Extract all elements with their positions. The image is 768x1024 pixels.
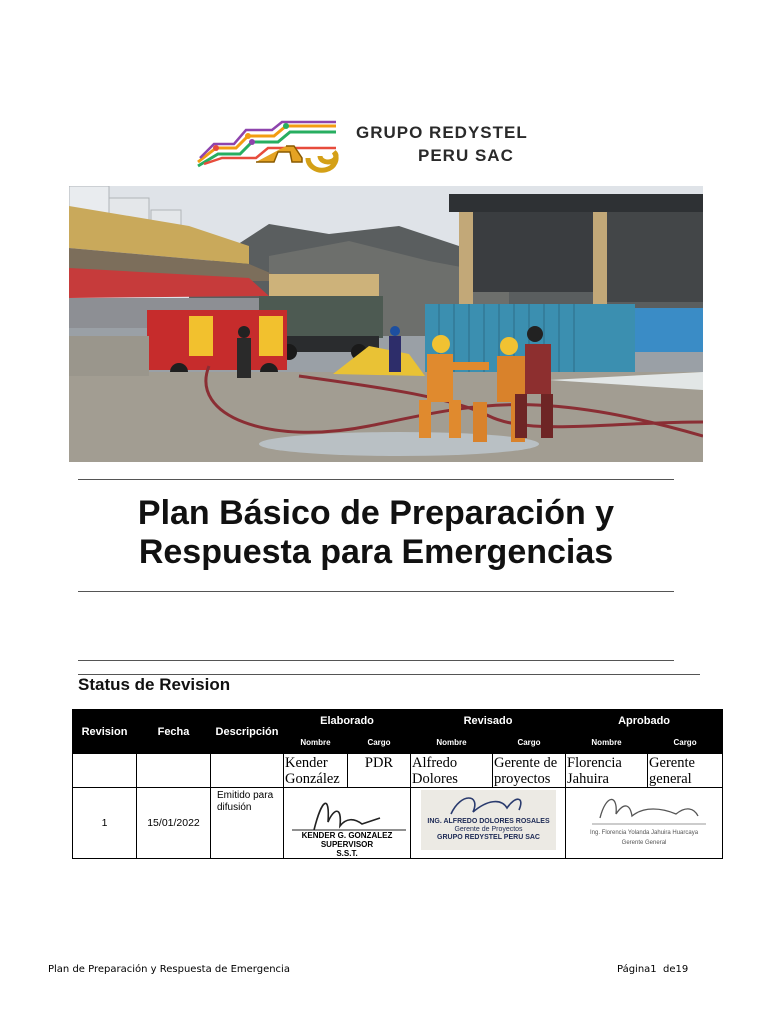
status-heading: Status de Revision	[78, 675, 231, 694]
header-fecha: Fecha	[137, 710, 211, 754]
status-divider-1	[78, 660, 674, 661]
row-descripcion: Emitido para difusión	[211, 788, 284, 859]
document-title	[78, 494, 674, 572]
people-row	[73, 754, 723, 788]
elaborado-signature-cell	[284, 788, 411, 859]
aprobado-stamp-role: Gerente General	[621, 840, 667, 846]
header-revision: Revision	[73, 710, 137, 754]
header-elaborado: Elaborado	[284, 710, 411, 732]
title-line-1: Plan Básico de Preparación y	[137, 494, 615, 532]
revision-table	[72, 709, 723, 859]
row-revision: 1	[73, 788, 137, 859]
aprobado-signature	[566, 788, 722, 858]
revisado-signature-cell	[411, 788, 566, 859]
aprobado-signature-cell	[566, 788, 723, 859]
revisado-stamp-name: ING. ALFREDO DOLORES ROSALES	[427, 818, 550, 825]
subheader-cargo: Cargo	[348, 732, 411, 754]
header-descripcion: Descripción	[211, 710, 284, 754]
table-row	[73, 788, 723, 859]
elaborado-stamp-name: KENDER G. GONZALEZ	[301, 831, 393, 840]
cover-photo	[69, 186, 703, 462]
revisado-signature	[411, 788, 565, 858]
elaborado-signature	[284, 788, 410, 858]
elaborado-stamp-role: SUPERVISOR	[320, 840, 374, 849]
title-top-divider	[78, 479, 674, 480]
subheader-nombre: Nombre	[566, 732, 648, 754]
subheader-cargo: Cargo	[493, 732, 566, 754]
footer-page-number: Página1 de19	[617, 964, 689, 975]
subheader-nombre: Nombre	[284, 732, 348, 754]
header-aprobado: Aprobado	[566, 710, 723, 732]
elaborado-nombre: Kender González	[284, 754, 348, 788]
company-logo	[196, 118, 596, 174]
footer-document-name: Plan de Preparación y Respuesta de Emergencia	[48, 964, 290, 975]
logo-company-name: GRUPO REDYSTEL	[356, 123, 528, 142]
empty-cell	[211, 754, 284, 788]
revisado-cargo: Gerente de proyectos	[493, 754, 566, 788]
subheader-cargo: Cargo	[648, 732, 723, 754]
subheader-nombre: Nombre	[411, 732, 493, 754]
header-revisado: Revisado	[411, 710, 566, 732]
logo-mark-icon	[196, 118, 346, 174]
aprobado-cargo: Gerente general	[648, 754, 723, 788]
empty-cell	[73, 754, 137, 788]
revisado-stamp-company: GRUPO REDYSTEL PERU SAC	[437, 834, 540, 841]
revisado-nombre: Alfredo Dolores	[411, 754, 493, 788]
revisado-stamp-role: Gerente de Proyectos	[454, 826, 523, 833]
aprobado-stamp-name: Ing. Florencia Yolanda Jahuira Huarcaya	[589, 830, 699, 836]
empty-cell	[137, 754, 211, 788]
row-fecha: 15/01/2022	[137, 788, 211, 859]
aprobado-nombre: Florencia Jahuira	[566, 754, 648, 788]
elaborado-cargo: PDR	[348, 754, 411, 788]
logo-company-country: PERU SAC	[418, 146, 514, 165]
elaborado-stamp-area: S.S.T.	[336, 849, 358, 858]
title-line-2: Respuesta para Emergencias	[138, 533, 614, 571]
title-bottom-divider	[78, 591, 674, 592]
